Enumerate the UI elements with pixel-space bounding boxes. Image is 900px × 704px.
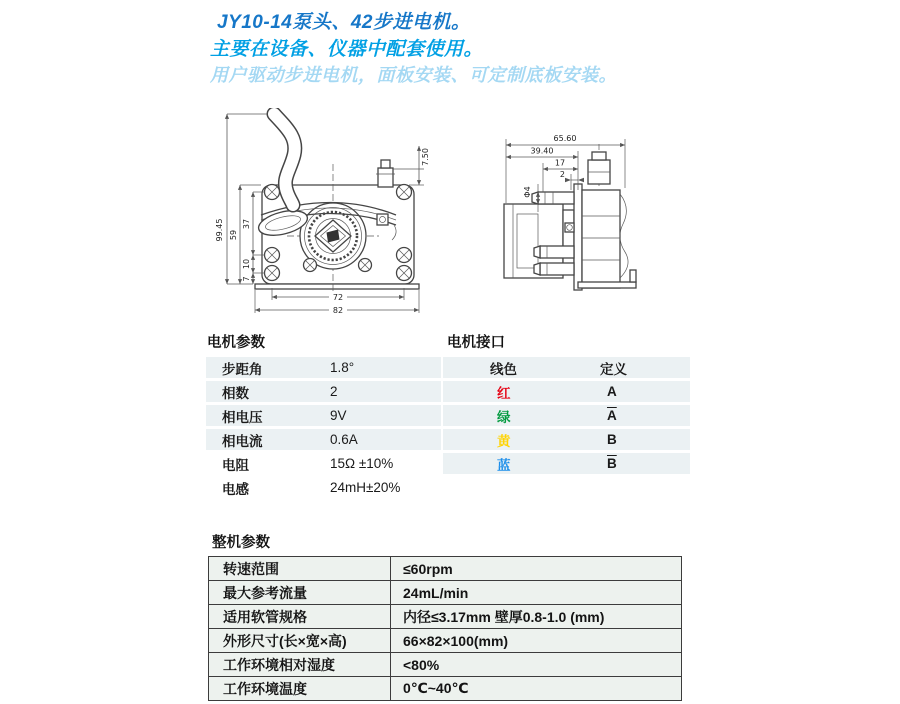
param-value: 2: [330, 384, 338, 399]
param-value: 0℃~40℃: [403, 680, 469, 696]
dim-59: 59: [229, 229, 238, 241]
table-row: [206, 477, 441, 498]
table-row: [206, 357, 441, 378]
table-row: [209, 580, 681, 604]
machine-params-table: [208, 556, 682, 701]
param-label: 工作环境相对湿度: [209, 653, 391, 676]
motor-interface-table: [443, 357, 690, 477]
wire-definition: $\overline{B}$: [607, 456, 617, 471]
dim-10: 10: [242, 258, 251, 270]
pump-head-side: [582, 190, 620, 288]
table-row: [443, 453, 690, 474]
table-row: [443, 429, 690, 450]
param-value: 15Ω ±10%: [330, 456, 394, 471]
table-row: [206, 453, 441, 474]
param-value: 内径≤3.17mm 壁厚0.8-1.0 (mm): [403, 608, 605, 625]
param-value: 9V: [330, 408, 347, 423]
param-label: 相数: [222, 385, 249, 401]
front-view-drawing: [195, 108, 460, 326]
wire-color-green: 绿: [497, 409, 511, 425]
dim-65-60: 65.60: [553, 134, 577, 143]
param-label: 相电压: [222, 409, 263, 425]
param-label: 电感: [222, 481, 249, 497]
motor-params-table: [206, 357, 441, 501]
param-value: ≤60rpm: [403, 560, 453, 577]
dim-17: 17: [554, 158, 566, 168]
dim-72: 72: [332, 293, 344, 302]
table-row: [209, 628, 681, 652]
mounting-flange: [574, 184, 582, 290]
mounting-bracket: [578, 282, 636, 288]
param-value: <80%: [403, 656, 440, 673]
table-row: [206, 381, 441, 402]
table-row: [443, 405, 690, 426]
param-label: 适用软管规格: [209, 605, 391, 628]
dim-2: 2: [559, 170, 565, 179]
side-view-drawing: [483, 126, 688, 306]
wire-color-blue: 蓝: [497, 457, 511, 473]
table-row: [206, 429, 441, 450]
col-header-wire-color: 线色: [490, 361, 517, 377]
col-header-definition: 定义: [600, 361, 627, 377]
dim-37: 37: [242, 218, 251, 230]
param-label: 转速范围: [209, 557, 391, 580]
param-value: 66×82×100(mm): [403, 632, 509, 649]
param-value: 24mH±20%: [330, 480, 401, 495]
page-subtitle: 主要在设备、仪器中配套使用。: [210, 39, 484, 60]
param-value: 24mL/min: [403, 584, 469, 601]
table-row: [443, 381, 690, 402]
dim-39-40: 39.40: [530, 146, 554, 156]
param-label: 电阻: [222, 457, 249, 473]
dim-dia4: Φ4: [523, 186, 532, 198]
wire-color-yellow: 黄: [497, 433, 511, 449]
param-value: 1.8°: [330, 360, 355, 375]
table-row: [209, 652, 681, 676]
machine-params-title: 整机参数: [212, 535, 270, 551]
dim-7-50: 7.50: [421, 148, 430, 166]
page-title: JY10-14泵头、42步进电机。: [217, 12, 471, 33]
table-row: [206, 405, 441, 426]
table-row: [209, 557, 681, 580]
table-header-row: [443, 357, 690, 378]
motor-params-title: 电机参数: [207, 335, 265, 351]
wire-definition: B: [607, 432, 617, 447]
param-label: 步距角: [222, 361, 263, 377]
tube-port: [538, 192, 574, 204]
table-row: [209, 604, 681, 628]
wire-definition: A: [607, 384, 617, 399]
page-description: 用户驱动步进电机，面板安装、可定制底板安装。: [210, 65, 617, 85]
param-label: 相电流: [222, 433, 263, 449]
wire-definition: $\overline{A}$: [607, 408, 617, 423]
param-label: 最大参考流量: [209, 581, 391, 604]
wire-color-red: 红: [497, 385, 511, 401]
table-row: [209, 676, 681, 700]
dim-82: 82: [332, 306, 344, 315]
param-label: 外形尺寸(长×宽×高): [209, 629, 391, 652]
motor-interface-title: 电机接口: [447, 335, 505, 351]
param-label: 工作环境温度: [209, 677, 391, 700]
param-value: 0.6A: [330, 432, 358, 447]
dim-99-45: 99.45: [215, 218, 224, 242]
tube-fitting: [378, 168, 393, 187]
dim-7: 7: [242, 276, 251, 282]
